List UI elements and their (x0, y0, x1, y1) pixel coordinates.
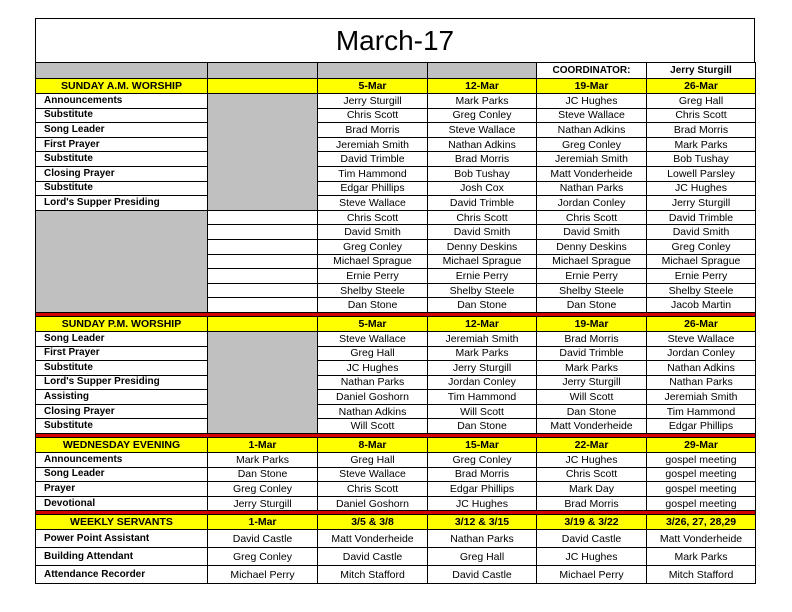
assignee-cell: Brad Morris (428, 152, 537, 167)
assignee-cell: Steve Wallace (318, 196, 428, 211)
assignee-cell: Greg Conley (208, 548, 318, 566)
assignee-cell: JC Hughes (647, 181, 756, 196)
assignee-cell: Edgar Phillips (428, 482, 537, 497)
assignee-cell: JC Hughes (537, 453, 647, 468)
blank-cell (208, 210, 318, 225)
date-header: 22-Mar (537, 438, 647, 453)
assignee-cell: Jerry Sturgill (647, 196, 756, 211)
assignee-cell: Matt Vonderheide (537, 419, 647, 434)
assignee-cell: Mark Parks (647, 548, 756, 566)
server-cell: Ernie Perry (318, 269, 428, 284)
role-label: Substitute (36, 108, 208, 123)
role-label: Closing Prayer (36, 166, 208, 181)
server-cell: Greg Conley (647, 239, 756, 254)
section-title: SUNDAY A.M. WORSHIP (36, 79, 208, 94)
date-header: 15-Mar (428, 438, 537, 453)
role-label: Assisting (36, 390, 208, 405)
table-row (36, 404, 756, 419)
assignee-cell: Lowell Parsley (647, 166, 756, 181)
assignee-cell: Chris Scott (537, 467, 647, 482)
schedule-body (36, 63, 756, 584)
table-row (36, 108, 756, 123)
table-row (36, 137, 756, 152)
assignee-cell: Mark Parks (428, 346, 537, 361)
blank-cell (208, 225, 318, 240)
assignee-cell: Nathan Parks (428, 530, 537, 548)
server-cell: Michael Sprague (318, 254, 428, 269)
assignee-cell: Steve Wallace (318, 467, 428, 482)
table-row (36, 419, 756, 434)
assignee-cell: Daniel Goshorn (318, 496, 428, 511)
assignee-cell: Brad Morris (537, 496, 647, 511)
assignee-cell: Mitch Stafford (318, 566, 428, 584)
assignee-cell: Brad Morris (647, 123, 756, 138)
assignee-cell: Matt Vonderheide (318, 530, 428, 548)
assignee-cell: Steve Wallace (537, 108, 647, 123)
assignee-cell: Jerry Sturgill (318, 94, 428, 109)
assignee-cell: Brad Morris (318, 123, 428, 138)
assignee-cell: David Castle (318, 548, 428, 566)
assignee-cell: Nathan Parks (647, 375, 756, 390)
assignee-cell: Jerry Sturgill (428, 361, 537, 376)
table-row (36, 530, 756, 548)
assignee-cell: Edgar Phillips (318, 181, 428, 196)
section-title: WEEKLY SERVANTS (36, 515, 208, 530)
server-cell: Ernie Perry (537, 269, 647, 284)
coordinator-name: Jerry Sturgill (647, 63, 756, 79)
assignee-cell: gospel meeting (647, 467, 756, 482)
assignee-cell: Matt Vonderheide (537, 166, 647, 181)
assignee-cell: Greg Conley (428, 453, 537, 468)
date-header: 3/26, 27, 28,29 (647, 515, 756, 530)
blank-cell (208, 298, 318, 313)
date-header: 3/5 & 3/8 (318, 515, 428, 530)
table-row (36, 166, 756, 181)
assignee-cell: Bob Tushay (647, 152, 756, 167)
date-header: 26-Mar (647, 316, 756, 331)
date-header: 5-Mar (318, 316, 428, 331)
server-cell: David Smith (428, 225, 537, 240)
role-label: Devotional (36, 496, 208, 511)
section-title: SUNDAY P.M. WORSHIP (36, 316, 208, 331)
role-label: Building Attendant (36, 548, 208, 566)
blank-cell (208, 316, 318, 331)
supper-server-row (36, 210, 756, 225)
assignee-cell: JC Hughes (428, 496, 537, 511)
assignee-cell: Greg Conley (428, 108, 537, 123)
server-cell: Denny Deskins (537, 239, 647, 254)
server-cell: Shelby Steele (318, 283, 428, 298)
assignee-cell: Brad Morris (428, 467, 537, 482)
assignee-cell: Daniel Goshorn (318, 390, 428, 405)
assignee-cell: Mitch Stafford (647, 566, 756, 584)
server-cell: Michael Sprague (647, 254, 756, 269)
server-cell: David Smith (318, 225, 428, 240)
role-label: Substitute (36, 361, 208, 376)
date-header: 3/12 & 3/15 (428, 515, 537, 530)
table-row (36, 331, 756, 346)
role-label: Substitute (36, 181, 208, 196)
assignee-cell: Nathan Adkins (318, 404, 428, 419)
assignee-cell: Edgar Phillips (647, 419, 756, 434)
server-cell: David Smith (647, 225, 756, 240)
server-cell: Shelby Steele (537, 283, 647, 298)
assignee-cell: Mark Parks (647, 137, 756, 152)
schedule-sheet (35, 18, 755, 584)
table-row (36, 390, 756, 405)
role-label: First Prayer (36, 137, 208, 152)
assignee-cell: gospel meeting (647, 482, 756, 497)
assignee-cell: Will Scott (318, 419, 428, 434)
blank-cell (208, 269, 318, 284)
server-cell: Dan Stone (537, 298, 647, 313)
role-label: Substitute (36, 419, 208, 434)
assignee-cell: Josh Cox (428, 181, 537, 196)
assignee-cell: JC Hughes (537, 94, 647, 109)
assignee-cell: Mark Parks (428, 94, 537, 109)
assignee-cell: David Castle (537, 530, 647, 548)
table-row (36, 346, 756, 361)
assignee-cell: Will Scott (537, 390, 647, 405)
assignee-cell: Mark Parks (537, 361, 647, 376)
role-label: Attendance Recorder (36, 566, 208, 584)
server-cell: Chris Scott (428, 210, 537, 225)
assignee-cell: Greg Hall (647, 94, 756, 109)
assignee-cell: Greg Hall (318, 453, 428, 468)
assignee-cell: David Trimble (537, 346, 647, 361)
role-label: Prayer (36, 482, 208, 497)
assignee-cell: Chris Scott (647, 108, 756, 123)
server-cell: Greg Conley (318, 239, 428, 254)
date-header: 12-Mar (428, 79, 537, 94)
assignee-cell: Steve Wallace (647, 331, 756, 346)
table-row (36, 94, 756, 109)
assignee-cell: gospel meeting (647, 496, 756, 511)
role-label: Announcements (36, 453, 208, 468)
assignee-cell: JC Hughes (318, 361, 428, 376)
role-label: Song Leader (36, 331, 208, 346)
gray-cell (208, 94, 318, 211)
schedule-table (35, 62, 756, 584)
coordinator-label: COORDINATOR: (537, 63, 647, 79)
role-label: Power Point Assistant (36, 530, 208, 548)
assignee-cell: David Castle (428, 566, 537, 584)
assignee-cell: Nathan Adkins (537, 123, 647, 138)
server-cell: Jacob Martin (647, 298, 756, 313)
table-row (36, 482, 756, 497)
assignee-cell: Nathan Parks (537, 181, 647, 196)
assignee-cell: Dan Stone (208, 467, 318, 482)
role-label: Lord's Supper Presiding (36, 196, 208, 211)
assignee-cell: Nathan Parks (318, 375, 428, 390)
server-cell: Denny Deskins (428, 239, 537, 254)
blank-cell (208, 283, 318, 298)
server-cell: Michael Sprague (537, 254, 647, 269)
assignee-cell: JC Hughes (537, 548, 647, 566)
coordinator-row (36, 63, 756, 79)
assignee-cell: Will Scott (428, 404, 537, 419)
table-row (36, 375, 756, 390)
assignee-cell: Jordan Conley (428, 375, 537, 390)
table-row (36, 152, 756, 167)
date-header: 29-Mar (647, 438, 756, 453)
assignee-cell: Chris Scott (318, 482, 428, 497)
assignee-cell: Greg Conley (537, 137, 647, 152)
assignee-cell: Greg Hall (318, 346, 428, 361)
page-title: March-17 (35, 18, 755, 62)
role-label: Closing Prayer (36, 404, 208, 419)
assignee-cell: Jeremiah Smith (537, 152, 647, 167)
role-label: Lord's Supper Presiding (36, 375, 208, 390)
server-cell: Chris Scott (318, 210, 428, 225)
assignee-cell: Mark Parks (208, 453, 318, 468)
assignee-cell: Jordan Conley (537, 196, 647, 211)
sunday_pm-header (36, 316, 756, 331)
sunday_am-header (36, 79, 756, 94)
table-row (36, 453, 756, 468)
role-label: First Prayer (36, 346, 208, 361)
section-title: WEDNESDAY EVENING (36, 438, 208, 453)
date-header: 8-Mar (318, 438, 428, 453)
date-header: 1-Mar (208, 515, 318, 530)
date-header: 26-Mar (647, 79, 756, 94)
assignee-cell: Tim Hammond (647, 404, 756, 419)
assignee-cell: Jeremiah Smith (647, 390, 756, 405)
assignee-cell: Tim Hammond (318, 166, 428, 181)
assignee-cell: Steve Wallace (428, 123, 537, 138)
table-row (36, 548, 756, 566)
table-row (36, 181, 756, 196)
date-header: 5-Mar (318, 79, 428, 94)
assignee-cell: Brad Morris (537, 331, 647, 346)
server-cell: Ernie Perry (428, 269, 537, 284)
date-header: 19-Mar (537, 79, 647, 94)
assignee-cell: Michael Perry (208, 566, 318, 584)
wednesday-header (36, 438, 756, 453)
assignee-cell: Jeremiah Smith (318, 137, 428, 152)
date-header: 19-Mar (537, 316, 647, 331)
assignee-cell: Jerry Sturgill (208, 496, 318, 511)
table-row (36, 496, 756, 511)
assignee-cell: Jeremiah Smith (428, 331, 537, 346)
assignee-cell: Dan Stone (428, 419, 537, 434)
blank-cell (208, 239, 318, 254)
server-cell: Shelby Steele (428, 283, 537, 298)
assignee-cell: Greg Conley (208, 482, 318, 497)
table-row (36, 361, 756, 376)
date-header: 1-Mar (208, 438, 318, 453)
table-row (36, 123, 756, 138)
server-cell: Ernie Perry (647, 269, 756, 284)
assignee-cell: Tim Hammond (428, 390, 537, 405)
assignee-cell: Bob Tushay (428, 166, 537, 181)
assignee-cell: Jordan Conley (647, 346, 756, 361)
server-cell: Dan Stone (428, 298, 537, 313)
gray-cell (208, 331, 318, 433)
assignee-cell: David Castle (208, 530, 318, 548)
role-label: Announcements (36, 94, 208, 109)
assignee-cell: Matt Vonderheide (647, 530, 756, 548)
assignee-cell: Jerry Sturgill (537, 375, 647, 390)
blank-cell (208, 79, 318, 94)
table-row (36, 566, 756, 584)
assignee-cell: Steve Wallace (318, 331, 428, 346)
assignee-cell: Mark Day (537, 482, 647, 497)
role-label: Substitute (36, 152, 208, 167)
table-row (36, 196, 756, 211)
date-header: 12-Mar (428, 316, 537, 331)
assignee-cell: Nathan Adkins (647, 361, 756, 376)
blank-cell (208, 254, 318, 269)
server-cell: Shelby Steele (647, 283, 756, 298)
role-label: Song Leader (36, 467, 208, 482)
assignee-cell: Nathan Adkins (428, 137, 537, 152)
server-cell: Michael Sprague (428, 254, 537, 269)
weekly-header (36, 515, 756, 530)
table-row (36, 467, 756, 482)
assignee-cell: gospel meeting (647, 453, 756, 468)
assignee-cell: Dan Stone (537, 404, 647, 419)
server-cell: Chris Scott (537, 210, 647, 225)
assignee-cell: Chris Scott (318, 108, 428, 123)
role-label: Song Leader (36, 123, 208, 138)
server-cell: David Trimble (647, 210, 756, 225)
assignee-cell: David Trimble (318, 152, 428, 167)
assignee-cell: Greg Hall (428, 548, 537, 566)
date-header: 3/19 & 3/22 (537, 515, 647, 530)
gray-block (36, 210, 208, 312)
assignee-cell: Michael Perry (537, 566, 647, 584)
assignee-cell: David Trimble (428, 196, 537, 211)
server-cell: Dan Stone (318, 298, 428, 313)
server-cell: David Smith (537, 225, 647, 240)
